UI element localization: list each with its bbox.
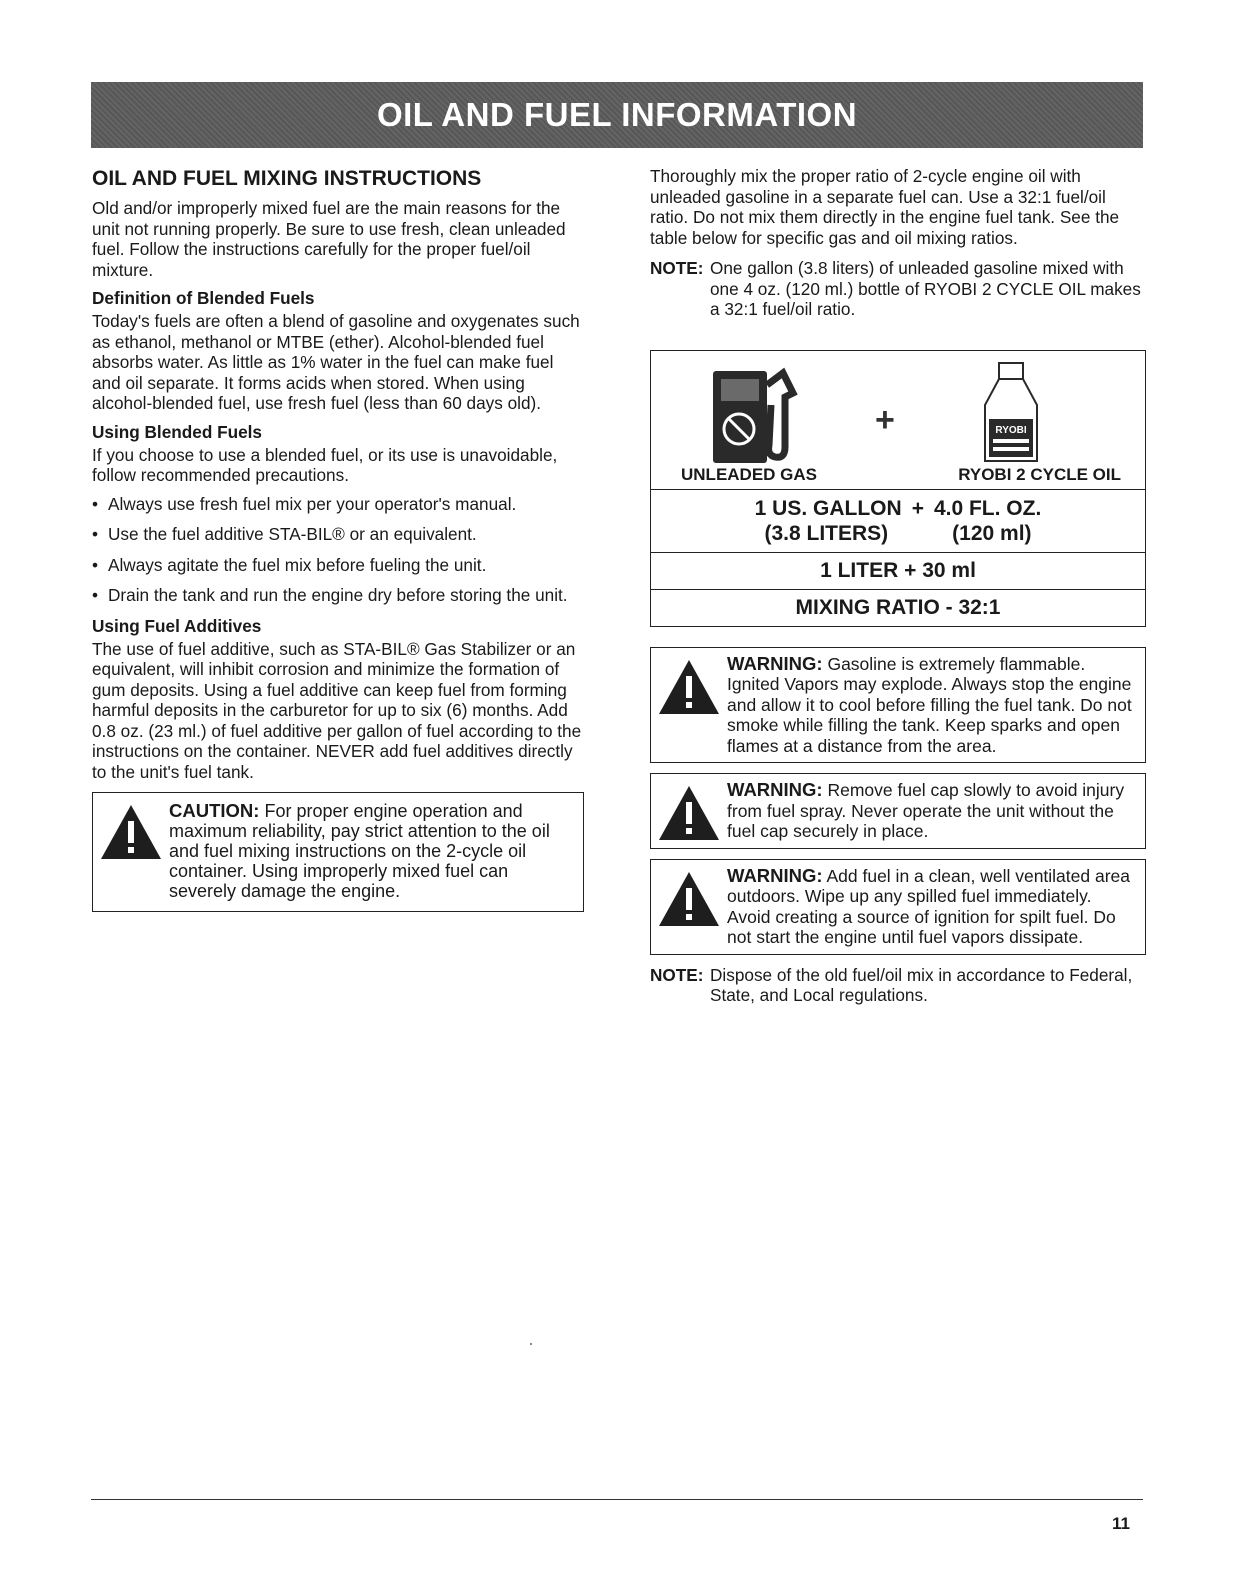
gas-pump-icon	[709, 365, 809, 465]
warning-box	[650, 647, 1146, 764]
warning-triangle-icon	[657, 870, 721, 928]
using-blended-heading: Using Blended Fuels	[92, 421, 262, 442]
list-item: • Use the fuel additive STA-BIL® or an equivalent.	[92, 524, 584, 545]
oil-bottle-icon	[981, 361, 1041, 465]
mixing-intro-paragraph: Thoroughly mix the proper ratio of 2-cycle engine oil with unleaded gasoline in a separate fuel can. Use a 32:1 fuel/oil ratio. Do not mix them directly in the engine fuel tank. See the table below for specific gas and oil mixing ratios.	[650, 166, 1120, 248]
warning-label: WARNING:	[727, 864, 823, 886]
right-column	[650, 166, 1146, 1016]
gallon-amount: 1 US. GALLON	[754, 496, 902, 520]
additives-heading: Using Fuel Additives	[92, 615, 262, 636]
additives-paragraph: The use of fuel additive, such as STA-BIL® Gas Stabilizer or an equivalent, will inhibit corrosion and minimize the formation of gum deposits. Using a fuel additive can keep fuel from forming harmful deposits in the carburetor for up to six (6) months. Add 0.8 oz. (23 ml.) of fuel additive per gallon of fuel according to the instructions on the container. NEVER add fuel additives directly to the unit's fuel tank.	[92, 638, 582, 782]
note-text: Dispose of the old fuel/oil mix in accordance to Federal, State, and Local regulations.	[710, 964, 1133, 1005]
caution-label: CAUTION:	[169, 800, 260, 821]
liter-row: 1 LITER + 30 ml	[651, 553, 1145, 590]
note-label: NOTE:	[650, 964, 704, 985]
row-plus: +	[911, 496, 924, 520]
mixing-ratio-table	[650, 350, 1146, 627]
bottle-brand: RYOBI	[995, 424, 1027, 436]
caution-text: For proper engine operation and maximum reliability, pay strict attention to the oil and fuel mixing instructions on the 2-cycle oil container. Using improperly mixed fuel can severely damage the engine.	[169, 801, 550, 901]
note-label: NOTE:	[650, 258, 704, 278]
gallon-row	[651, 490, 1145, 553]
liters-amount: (3.8 LITERS)	[764, 521, 889, 545]
note-text: One gallon (3.8 liters) of unleaded gasoline mixed with one 4 oz. (120 ml.) bottle of RYOBI 2 CYCLE OIL makes a 32:1 fuel/oil ratio.	[710, 258, 1141, 319]
list-item: • Always agitate the fuel mix before fueling the unit.	[92, 555, 584, 576]
warning-text: Add fuel in a clean, well ventilated area outdoors. Wipe up any spilled fuel immediately. Avoid creating a source of ignition for spilt fuel. Do not start the engine until fuel vapors dissipate.	[727, 865, 1131, 947]
warning-text: Remove fuel cap slowly to avoid injury from fuel spray. Never operate the unit without the fuel cap securely in place.	[727, 780, 1125, 841]
precautions-list	[92, 494, 584, 606]
list-item: • Drain the tank and run the engine dry before storing the unit.	[92, 585, 584, 606]
caution-box	[92, 792, 584, 912]
ratio-row: MIXING RATIO - 32:1	[795, 595, 1001, 619]
warning-text: Gasoline is extremely flammable. Ignited Vapors may explode. Always stop the engine and allow it to cool before filling the fuel tank. Do not smoke while filling the tank. Keep sparks and open flames at a distance from the area.	[727, 653, 1132, 756]
intro-paragraph: Old and/or improperly mixed fuel are the main reasons for the unit not running properly. Be sure to use fresh, clean unleaded fuel. Follow the instructions carefully for the proper fuel/oil mixture.	[92, 198, 566, 280]
warning-box	[650, 859, 1146, 955]
note-ratio	[650, 258, 1146, 320]
warning-triangle-icon	[657, 658, 721, 716]
unleaded-gas-label: UNLEADED GAS	[681, 464, 818, 484]
left-column	[92, 166, 584, 912]
definition-paragraph: Today's fuels are often a blend of gasoline and oxygenates such as ethanol, methanol or MTBE (ether). Alcohol-blended fuel absorbs water. As little as 1% water in the fuel can make fuel and oil separate. It forms acids when stored. When using alcohol-blended fuel, use fresh fuel (less than 60 days old).	[92, 311, 580, 413]
warning-box	[650, 773, 1146, 849]
ryobi-oil-label: RYOBI 2 CYCLE OIL	[958, 464, 1121, 484]
warning-triangle-icon	[99, 803, 163, 861]
definition-heading: Definition of Blended Fuels	[92, 288, 315, 308]
list-item: • Always use fresh fuel mix per your operator's manual.	[92, 494, 584, 515]
page-number: 11	[1112, 1514, 1130, 1533]
banner-title: OIL AND FUEL INFORMATION	[376, 96, 858, 133]
warning-label: WARNING:	[727, 779, 823, 800]
using-blended-paragraph: If you choose to use a blended fuel, or its use is unavoidable, follow recommended precautions.	[92, 444, 558, 485]
section-title: OIL AND FUEL MIXING INSTRUCTIONS	[92, 167, 482, 190]
warning-triangle-icon	[657, 784, 721, 842]
ml-amount: (120 ml)	[952, 521, 1032, 545]
section-banner	[91, 82, 1143, 148]
note-disposal	[650, 965, 1146, 1006]
warning-label: WARNING:	[727, 652, 823, 674]
plus-sign: +	[875, 400, 895, 439]
ounce-amount: 4.0 FL. OZ.	[933, 496, 1042, 520]
footer-rule	[91, 1499, 1143, 1500]
mixing-illustration	[651, 351, 1145, 490]
scan-speck	[530, 1343, 532, 1345]
